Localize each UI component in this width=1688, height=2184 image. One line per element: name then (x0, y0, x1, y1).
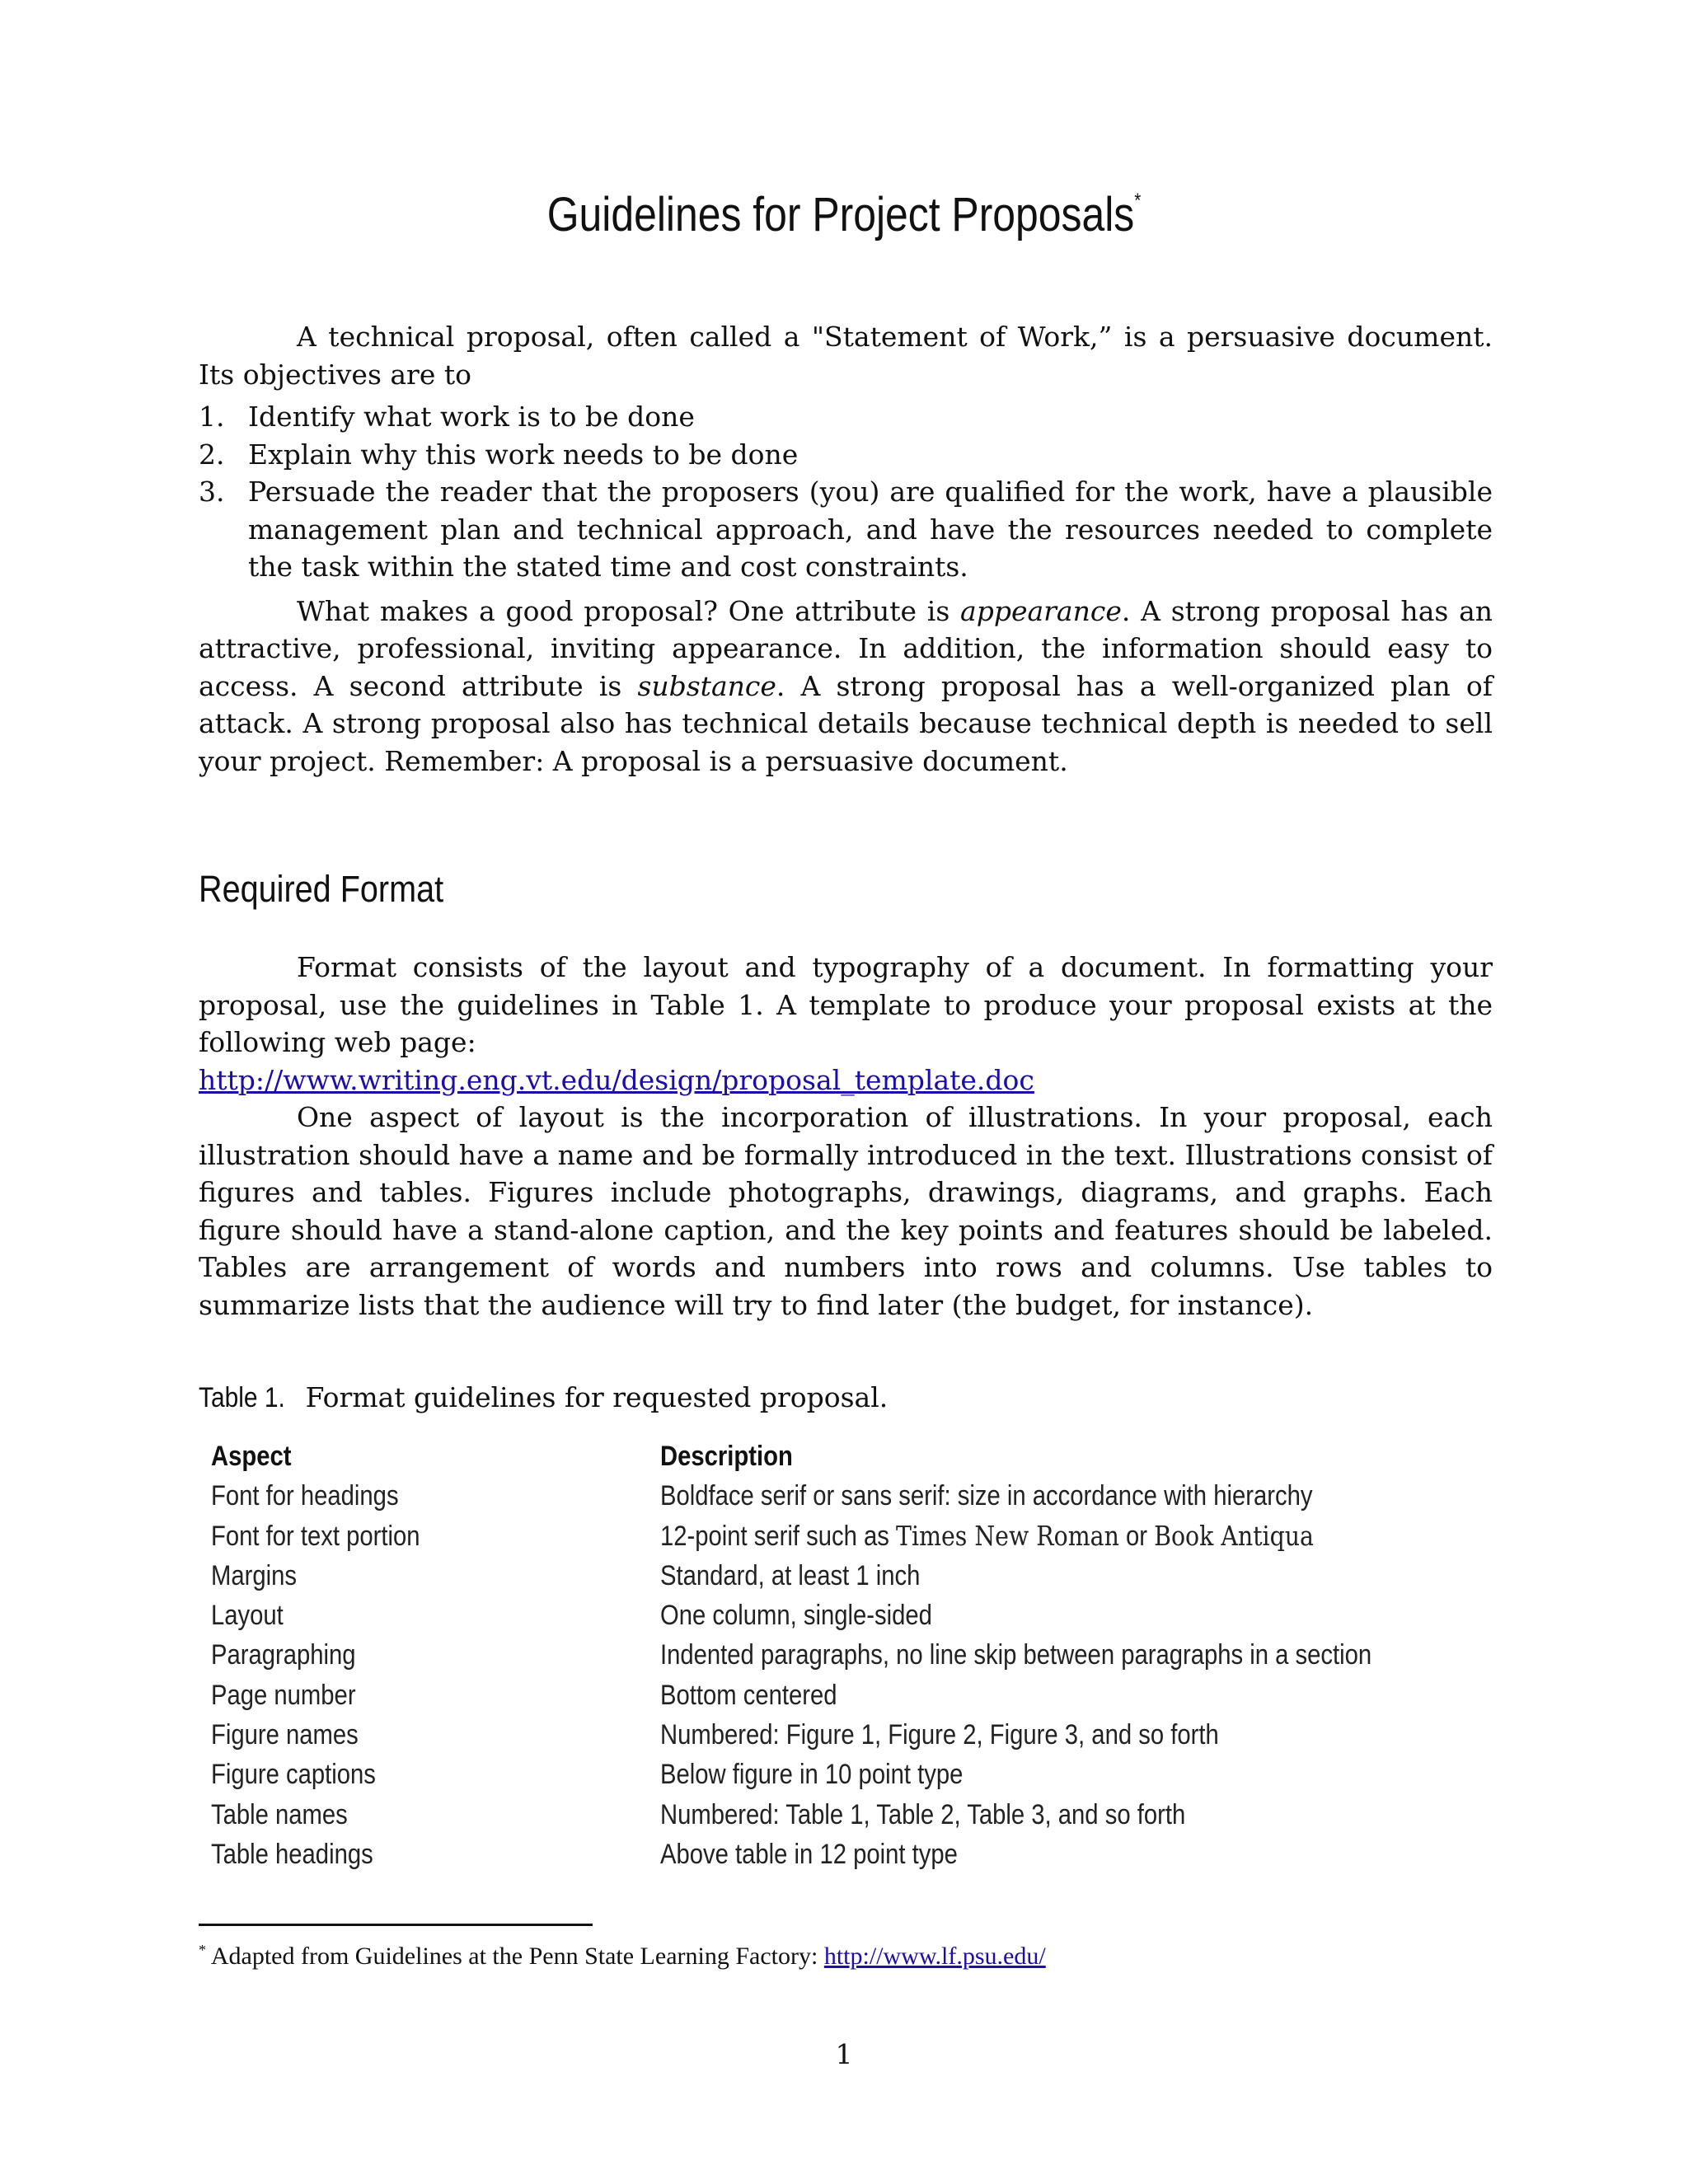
table-row (211, 1715, 1497, 1755)
table-caption (199, 1381, 888, 1414)
cell-description: Numbered: Table 1, Table 2, Table 3, and so forth (660, 1798, 1186, 1830)
column-header-aspect: Aspect (211, 1441, 292, 1472)
emphasis-appearance: appearance (960, 594, 1122, 627)
table-caption-label: Table 1. (199, 1382, 285, 1413)
cell-description (660, 1516, 1314, 1556)
cell-aspect: Page number (211, 1679, 356, 1711)
cell-aspect: Paragraphing (211, 1639, 356, 1671)
paragraph-text: . A strong proposal has a well-organized plan of attack. A strong proposal also has technical details because technical depth is needed to sell your project. Remember: A proposal is a persuasive document. (199, 669, 1493, 777)
document-title (118, 188, 1569, 241)
list-item (199, 398, 1493, 436)
table-row (211, 1675, 1497, 1715)
attributes-paragraph (199, 593, 1493, 780)
cell-description: Boldface serif or sans serif: size in accordance with hierarchy (660, 1480, 1313, 1512)
cell-description: Numbered: Figure 1, Figure 2, Figure 3, and so forth (660, 1719, 1219, 1751)
cell-description: Above table in 12 point type (660, 1838, 958, 1870)
cell-description: Standard, at least 1 inch (660, 1559, 921, 1591)
intro-section (199, 318, 1493, 780)
footnote-marker: * (199, 1942, 206, 1958)
list-number: 3. (199, 476, 225, 508)
list-number: 2. (199, 438, 225, 471)
template-link[interactable]: http://www.writing.eng.vt.edu/design/proposal_template.doc (199, 1063, 1034, 1096)
cell-description: Indented paragraphs, no line skip between paragraphs in a section (660, 1639, 1372, 1671)
cell-description: Bottom centered (660, 1679, 837, 1711)
section-heading: Required Format (199, 868, 444, 910)
font-name: Times New Roman (896, 1519, 1119, 1552)
cell-aspect: Table headings (211, 1838, 373, 1870)
table-row (211, 1476, 1497, 1516)
cell-text: or (1118, 1520, 1155, 1552)
table-row (211, 1596, 1497, 1635)
table-caption-text: Format guidelines for requested proposal. (297, 1381, 889, 1413)
template-link-line (199, 1062, 1493, 1099)
footnote-link[interactable]: http://www.lf.psu.edu/ (823, 1943, 1046, 1970)
table-row (211, 1835, 1497, 1874)
footnote-text: Adapted from Guidelines at the Penn State Learning Factory: (206, 1943, 824, 1970)
page-number: 1 (835, 2038, 853, 2070)
title-text: Guidelines for Project Proposals (546, 188, 1135, 241)
cell-aspect: Margins (211, 1559, 298, 1591)
paragraph-text: . A strong proposal has an attractive, professional, inviting appearance. In addition, the information should easy to access. A second attribute is (199, 594, 1493, 702)
font-name: Book Antiqua (1154, 1519, 1314, 1552)
intro-paragraph: A technical proposal, often called a "Statement of Work,” is a persuasive document. Its objectives are to (199, 321, 1493, 391)
format-paragraph: Format consists of the layout and typography of a document. In formatting your proposal, use the guidelines in Table 1. A template to produce your proposal exists at the following web page: (199, 951, 1493, 1058)
cell-description: One column, single-sided (660, 1600, 932, 1632)
list-number: 1. (199, 401, 225, 433)
footnote-marker[interactable]: * (1134, 190, 1142, 212)
cell-aspect: Figure names (211, 1719, 359, 1751)
list-item (199, 473, 1493, 586)
format-section (199, 949, 1493, 1324)
table-row (211, 1755, 1497, 1794)
footnote-divider (199, 1924, 593, 1926)
objectives-list (199, 398, 1493, 586)
table-row (211, 1556, 1497, 1596)
footnote (199, 1942, 1046, 1971)
cell-aspect: Font for headings (211, 1480, 399, 1512)
table-header-row (211, 1436, 1497, 1476)
list-text: Explain why this work needs to be done (248, 438, 799, 471)
cell-text: 12-point serif such as (660, 1520, 897, 1552)
column-header-description: Description (660, 1441, 793, 1472)
cell-description: Below figure in 10 point type (660, 1759, 964, 1791)
list-item (199, 436, 1493, 474)
cell-aspect: Table names (211, 1798, 348, 1830)
illustrations-paragraph: One aspect of layout is the incorporation of illustrations. In your proposal, each illustration should have a name and be formally introduced in the text. Illustrations consist of figures and tables. Figures include photographs, drawings, diagrams, and graphs. Each figure should have a stand-alone caption, and the key points and features should be labeled. Tables are arrangement of words and numbers into rows and columns. Use tables to summarize lists that the audience will try to find later (the budget, for instance). (199, 1101, 1493, 1321)
table-row (211, 1516, 1497, 1556)
table-row (211, 1795, 1497, 1835)
format-guidelines-table (211, 1436, 1497, 1874)
cell-aspect: Figure captions (211, 1759, 376, 1791)
table-row (211, 1635, 1497, 1675)
list-text: Identify what work is to be done (248, 401, 695, 433)
emphasis-substance: substance (637, 669, 776, 702)
cell-aspect: Font for text portion (211, 1520, 420, 1552)
list-text: Persuade the reader that the proposers (you) are qualified for the work, have a plausible management plan and technical approach, and have the resources needed to complete the task within the stated time and cost constraints. (248, 476, 1493, 583)
cell-aspect: Layout (211, 1600, 284, 1632)
paragraph-text: What makes a good proposal? One attribute is (297, 594, 961, 627)
